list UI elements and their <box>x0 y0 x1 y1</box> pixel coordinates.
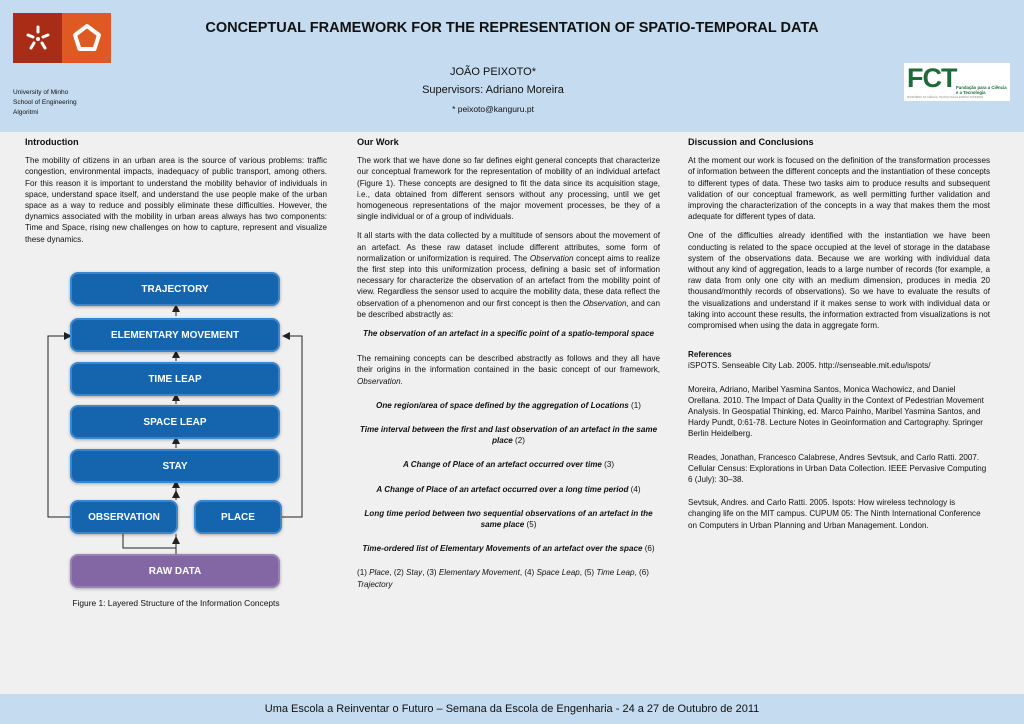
reference-item: Sevtsuk, Andres. and Carlo Ratti. 2005. Ispots: How wireless technology is changing life on the MIT campus. CUPUM 05: The Ninth International Conference on Computers in Urban Planning and Urban Management. London. <box>688 498 981 530</box>
our-work-column <box>357 137 660 598</box>
legend-name: Space Leap <box>536 568 580 578</box>
observation-definition: The observation of an artefact in a specific point of a spatio-temporal space <box>363 329 654 339</box>
text-run: concept aims to realize the first step into this uniformization process, defining a basic set of information necessary for characterize the observation of an artefact from the mobility point of view. Regardless the sensor used to acquire the mobility data, these data reflect the observation of a phenomenon and our first concept is then the <box>357 253 660 308</box>
trajectory-box: TRAJECTORY <box>70 272 280 306</box>
place-box: PLACE <box>194 500 282 534</box>
concept-definition <box>357 400 660 411</box>
institution-line: Algoritmi <box>13 109 39 116</box>
legend-number: (1) <box>357 568 370 578</box>
fct-logo <box>904 63 1010 101</box>
concept-definition <box>357 459 660 470</box>
discussion-paragraph: One of the difficulties already identified with the instantiation we have been conducting is related to the space occupied at the level of storage in the database system of the observations data. Because we are working with individual data without any kind of aggregation, leads to a large number of records (for example, a raw data from only one city with an medium dimension, produces in media 20 thousand/monthly records of observations). So we have to evaluate the results of the visualizations and understand if it makes sense to work with individual data or taking into account these results, the information extracted from visualizations is not compromised when using the data in aggregate form. <box>688 231 990 331</box>
concept-definition <box>357 543 660 554</box>
author-email: * peixoto@kanguru.pt <box>452 104 534 114</box>
legend-number: , (6) <box>634 568 649 578</box>
supervisors: Supervisors: Adriano Moreira <box>422 84 564 96</box>
legend-number: , (5) <box>579 568 597 578</box>
our-work-paragraph <box>357 353 660 387</box>
fct-logo-subtitle: Fundação para a Ciência e a Tecnologia <box>956 85 1007 95</box>
text-run: , and can be described abstractly as: <box>357 298 660 319</box>
reference-item: Moreira, Adriano, Maribel Yasmina Santos, Monica Wachowicz, and Daniel Orellana. 2010. The Impact of Data Quality in the Context of Pedestrian Movement Analysis. In Geospatial Thinking, ed. Marco Painho, Maribel Yasmina Santos, and Hardy Pundt, 0:61-78. Lecture Notes in Geoinformation and Cartography. Springer Berlin Heidelberg. <box>688 384 984 439</box>
definition-text: One region/area of space defined by the aggregation of Locations <box>376 400 629 410</box>
raw-data-box: RAW DATA <box>70 554 280 588</box>
definition-number: (5) <box>524 520 537 530</box>
introduction-heading: Introduction <box>25 137 79 147</box>
author-name: JOÃO PEIXOTO* <box>450 66 536 78</box>
observation-box: OBSERVATION <box>70 500 178 534</box>
emphasis: Observation <box>582 298 627 308</box>
our-work-paragraph: The work that we have done so far defines eight general concepts that characterize our conceptual framework for the representation of mobility of an individual artefact (Figure 1). These concepts are designed to fit the data since its acquisition stage, i.e., data obtained from different sensors without any processing, until we get homogeneous representations of the major movement processes, be they of a single individual or of a group of individuals. <box>357 156 660 222</box>
definition-number: (4) <box>628 484 641 494</box>
text-run: The remaining concepts can be described abstractly as follows and they all have their origins in the information contained in the basic concept of our framework, <box>357 354 660 375</box>
figure-caption: Figure 1: Layered Structure of the Information Concepts <box>72 598 280 608</box>
definition-text: A Change of Place of an artefact occurred over time <box>402 460 602 470</box>
definition-number: (1) <box>628 400 641 410</box>
institution-line: University of Minho <box>13 89 69 96</box>
footer-band <box>0 694 1024 724</box>
our-work-paragraph <box>357 230 660 320</box>
references-heading: References <box>688 350 732 360</box>
legend-name: Elementary Movement <box>438 568 520 578</box>
legend-name: Stay <box>406 568 423 578</box>
fct-logo-ministry: MINISTÉRIO DA CIÊNCIA, TECNOLOGIA E ENSINO SUPERIOR <box>907 96 984 99</box>
introduction-text: The mobility of citizens in an urban area is the source of various problems: traffic congestion, environmental impacts, inadequacy of public transport, among others. For this reason it is important to understand the mobility behavior of individuals in space, understand space itself, and understand the use people make of the urban space as a way to reduce and possibly eliminate these difficulties. However, the dynamics associated with the mobility in urban areas always has two components: Time and Space, rising new challenges on how to capture, represent and visualize these dynamics. <box>25 156 327 244</box>
definition-text: Long time period between two sequential observations of an artefact in the same place <box>364 508 653 530</box>
definition-number: (2) <box>512 436 525 446</box>
emphasis: Observation. <box>357 376 403 386</box>
definition-text: Time-ordered list of Elementary Movements of an artefact over the space <box>362 544 643 554</box>
emphasis: Observation <box>529 253 574 263</box>
legend-number: , (2) <box>389 568 407 578</box>
institution-line: School of Engineering <box>13 99 77 106</box>
time-leap-box: TIME LEAP <box>70 362 280 396</box>
space-leap-box: SPACE LEAP <box>70 405 280 439</box>
concept-definition <box>357 508 660 530</box>
concept-legend <box>357 567 660 589</box>
introduction-column <box>25 137 327 253</box>
fct-logo-letters: FCT <box>907 63 957 93</box>
concept-definition <box>357 484 660 495</box>
poster-title: CONCEPTUAL FRAMEWORK FOR THE REPRESENTATION OF SPATIO-TEMPORAL DATA <box>205 20 819 36</box>
concept-definition <box>357 424 660 446</box>
legend-name: Place <box>369 568 390 578</box>
footer-text: Uma Escola a Reinventar o Futuro – Semana da Escola de Engenharia - 24 a 27 de Outubro de 2011 <box>264 703 760 715</box>
legend-name: Time Leap <box>596 568 635 578</box>
definition-number: (3) <box>601 460 615 470</box>
definition-text: A Change of Place of an artefact occurred over a long time period <box>376 484 629 494</box>
references-section <box>688 349 990 531</box>
elementary-movement-box: ELEMENTARY MOVEMENT <box>70 318 280 352</box>
legend-number: , (3) <box>422 568 439 578</box>
discussion-heading: Discussion and Conclusions <box>688 137 814 147</box>
definition-number: (6) <box>642 544 655 554</box>
definition-text: Time interval between the first and last observation of an artefact in the same place <box>359 425 658 446</box>
our-work-heading: Our Work <box>357 137 399 147</box>
reference-item: iSPOTS. Senseable City Lab. 2005. http://senseable.mit.edu/ispots/ <box>688 361 931 371</box>
legend-number: , (4) <box>519 568 537 578</box>
reference-item: Reades, Jonathan, Francesco Calabrese, Andres Sevtsuk, and Carlo Ratti. 2007. Cellular Census: Explorations in Urban Data Collection. IEEE Pervasive Computing 6 (July): 30–38. <box>688 452 987 485</box>
legend-name: Trajectory <box>357 579 393 589</box>
text-run: It all starts with the data collected by a multitude of sensors about the movement of an artefact. As these raw dataset include different attributes, some form of normalization or uniformization is required. The <box>357 231 660 263</box>
stay-box: STAY <box>70 449 280 483</box>
discussion-column <box>688 137 990 543</box>
layered-structure-diagram <box>38 268 328 592</box>
discussion-paragraph: At the moment our work is focused on the definition of the transformation processes of information between the different concepts and the instantiation of these concepts to different types of data. These two tasks aim to produce results and subsequent validation of our conceptual framework, as well permitting further validation and improving the characterization of the concepts in a way that makes them the most adequate for different types of data. <box>688 156 990 222</box>
